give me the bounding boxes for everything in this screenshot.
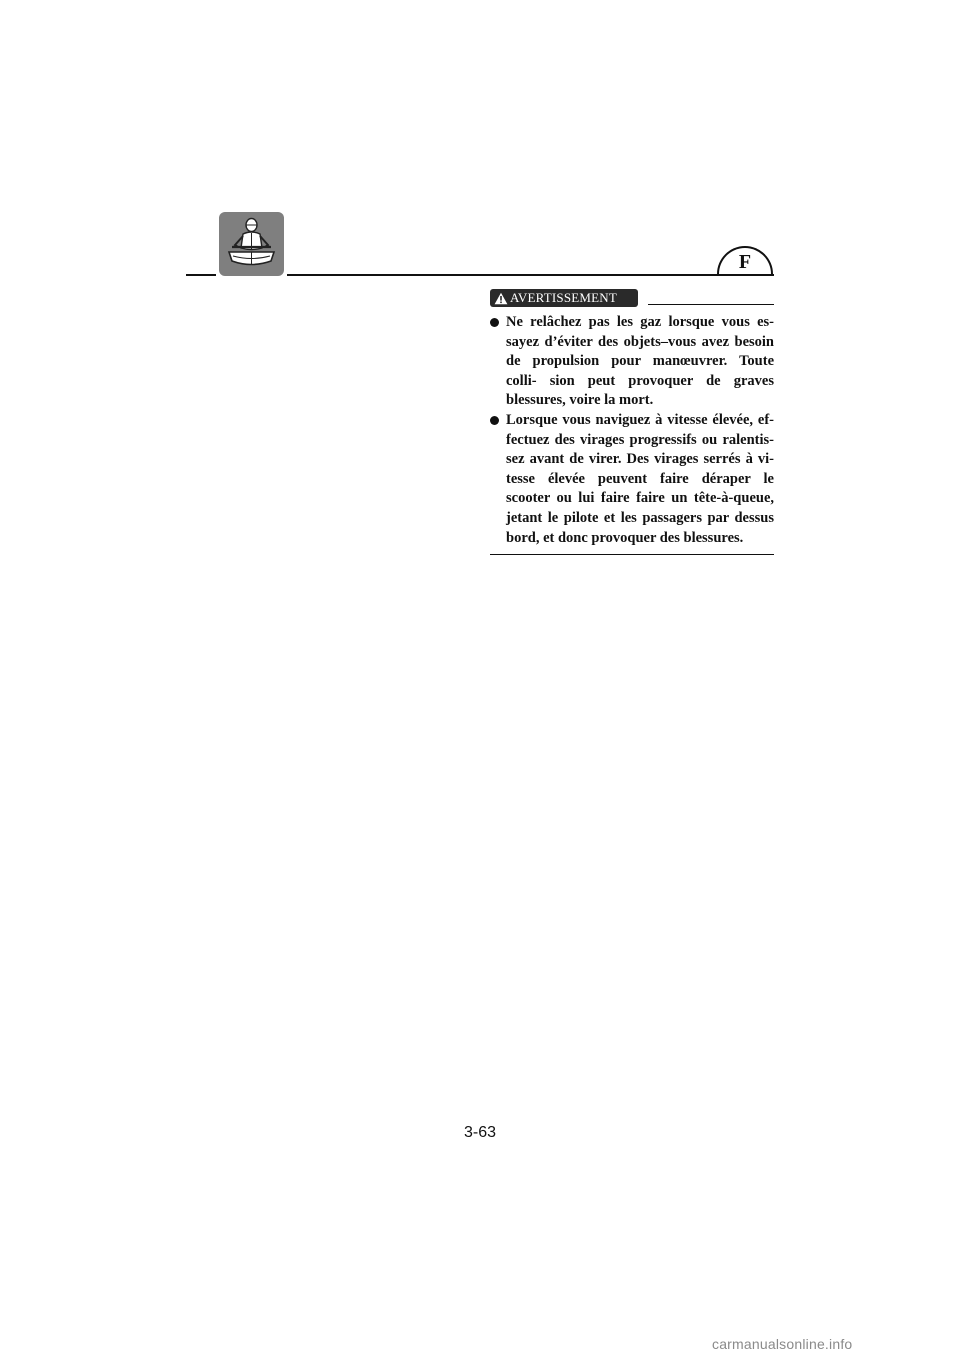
bullet-icon (490, 318, 499, 327)
warning-triangle-icon (494, 292, 508, 305)
warning-bottom-rule (490, 554, 774, 555)
rider-on-watercraft-icon (219, 212, 284, 276)
warning-header (490, 289, 774, 307)
warning-box (490, 289, 774, 555)
warning-label (490, 289, 638, 307)
warning-item (490, 313, 774, 411)
language-badge: F (717, 246, 773, 274)
page-number: 3-63 (463, 1124, 497, 1141)
warning-header-rule (648, 304, 774, 305)
watermark[interactable]: carmanualsonline.info (712, 1336, 853, 1352)
bullet-icon (490, 416, 499, 425)
header-rule-right (287, 274, 774, 276)
warning-item (490, 411, 774, 548)
warning-item-text: Ne relâchez pas les gaz lorsque vous es- sayez d’éviter des objets–vous avez besoin de propulsion pour manœuvrer. Toute colli- sion peut provoquer de graves blessures, voire la mort. (506, 314, 774, 409)
warning-list (490, 313, 774, 548)
warning-item-text: Lorsque vous naviguez à vitesse élevée, ef- fectuez des virages progressifs ou ralentis- sez avant de virer. Des virages serrés à vi- tesse élevée peuvent faire déraper le scooter ou lui faire faire un tête-à-queue, jetant le pilote et les passagers par dessus bord, et donc provoquer des blessures. (506, 411, 774, 546)
warning-label-text: AVERTISSEMENT (510, 290, 618, 305)
header-rule-left (186, 274, 216, 276)
